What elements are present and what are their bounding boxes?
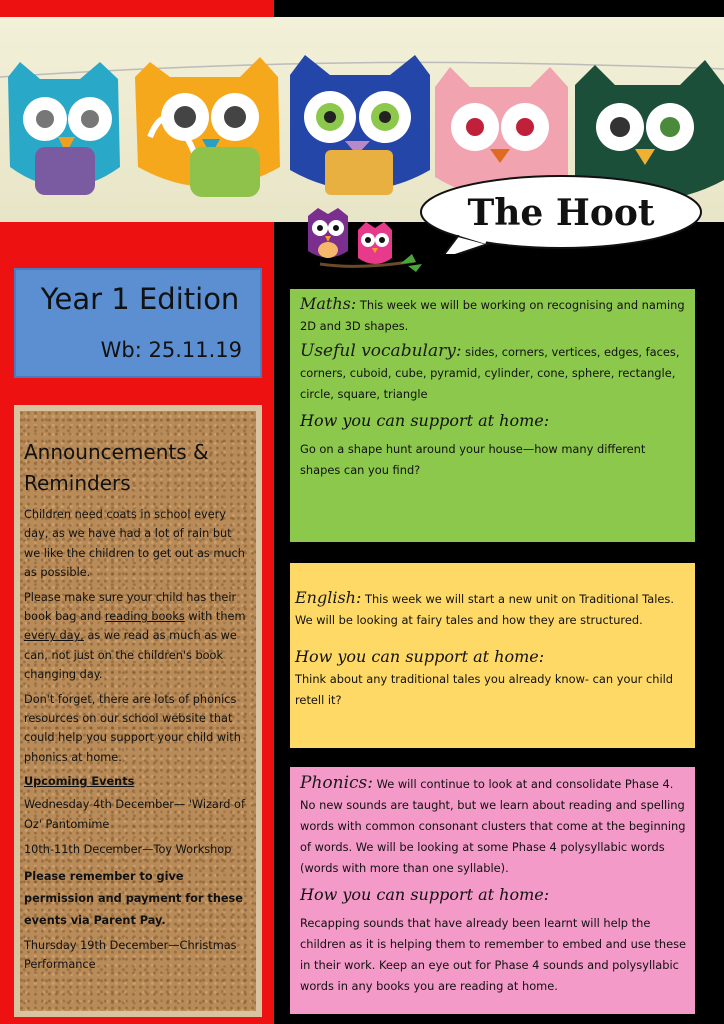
announcements-title [24,437,250,499]
english-support-text: Think about any traditional tales you already know- can your child retell it? [295,672,674,707]
phonics-section [290,767,695,1014]
phonics-support-text: Recapping sounds that have already been learnt will help the children as it is helping them to remember to embed and use these in their work. Keep an eye out for Phase 4 sounds and polysyllabic words in any books you are reading at home. [300,916,687,993]
maths-vocabulary [300,341,687,405]
coats-reminder: Children need coats in school every day, as we have had a lot of rain but we like the children to get out as much as possible. [24,508,245,580]
maths-intro [300,293,687,337]
cartoon-owls-icon [300,206,430,286]
reading-reminder-part: Please make sure your child has their book bag and [24,590,237,624]
phonics-support-heading: How you can support at home: [300,885,550,904]
maths-support-text: Go on a shape hunt around your house—how many different shapes can you find? [300,442,646,477]
banner-top-red [0,0,274,17]
vocab-label: Useful vocabulary: [300,341,462,361]
reading-reminder-part: as we read as much as we can, not just on the children's book changing day. [24,629,237,682]
english-support-heading: How you can support at home: [295,647,545,666]
phonics-label: Phonics: [300,773,373,793]
corkboard-surface [20,411,256,1011]
edition-box [14,268,262,378]
event-christmas-performance: Thursday 19th December—Christmas Performance [24,938,237,971]
phonics-intro [300,773,687,879]
edition-title: Year 1 Edition [40,282,240,316]
english-label: English: [295,588,362,607]
maths-support-heading: How you can support at home: [300,411,550,430]
reading-books-reminder [24,588,250,685]
announcements-title-line1: Announcements & [24,440,209,464]
owls-on-branch-illustration [300,206,430,291]
maths-label: Maths: [300,294,357,313]
reading-reminder-part: with them [184,610,246,624]
maths-section [290,289,695,542]
english-section [290,563,695,748]
event-pantomime: Wednesday 4th December— 'Wizard of Oz' Pantomime [24,798,245,831]
every-day-underlined: every day, [24,629,84,643]
english-text: This week we will start a new unit on Traditional Tales. We will be looking at fairy tales and how they are structured. [295,592,674,627]
upcoming-events-heading: Upcoming Events [24,775,135,789]
reading-books-underlined: reading books [104,610,185,624]
phonics-resources-reminder: Don't forget, there are lots of phonics resources on our school website that could help you support your child with phonics at home. [24,692,241,764]
phonics-text: We will continue to look at and consolidate Phase 4. No new sounds are taught, but we learn about reading and spelling words with common consonant clusters that come at the beginning of words. We will be looking at some Phase 4 polysyllabic words (words with more than one syllable). [300,777,686,875]
week-beginning-date: Wb: 25.11.19 [100,338,242,362]
vocab-text: sides, corners, vertices, edges, faces, corners, cuboid, cube, pyramid, cylinder, cone, sphere, rectangle, circle, square, triangle [300,345,680,401]
title-speech-bubble [418,174,704,254]
maths-text: This week we will be working on recognising and naming 2D and 3D shapes. [300,298,685,333]
english-intro [295,587,687,631]
payment-notice: Please remember to give permission and payment for these events via Parent Pay. [24,869,243,927]
event-toy-workshop: 10th-11th December—Toy Workshop [24,843,232,857]
newsletter-title: The Hoot [467,192,655,234]
announcements-title-line2: Reminders [24,471,131,495]
announcements-corkboard [14,405,262,1017]
